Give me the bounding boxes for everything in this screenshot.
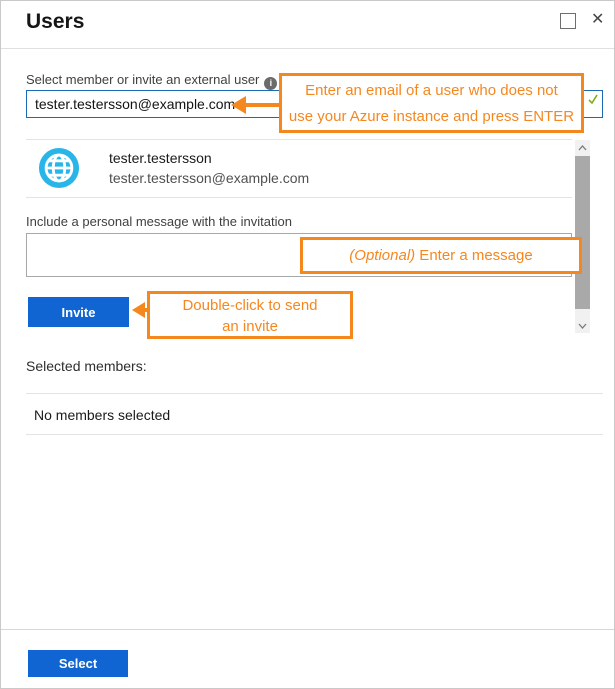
member-picker-label-row bbox=[26, 71, 277, 90]
info-icon[interactable]: i bbox=[264, 77, 277, 90]
selected-members-label: Selected members: bbox=[26, 358, 147, 374]
scrollbar-thumb[interactable] bbox=[575, 156, 590, 309]
message-annotation-rest: Enter a message bbox=[415, 246, 533, 264]
close-icon[interactable]: ✕ bbox=[591, 11, 605, 28]
header-divider bbox=[1, 48, 614, 49]
footer-divider bbox=[1, 629, 614, 630]
member-picker-label: Select member or invite an external user bbox=[26, 72, 260, 87]
invite-annotation-line1: Double-click to send bbox=[182, 297, 318, 314]
page-title: Users bbox=[26, 10, 85, 33]
scrollbar-up-icon[interactable] bbox=[575, 140, 590, 155]
select-button[interactable]: Select bbox=[28, 650, 128, 677]
suggestion-email: tester.testersson@example.com bbox=[109, 170, 310, 186]
email-annotation-arrow-icon bbox=[231, 96, 246, 114]
user-suggestion-row[interactable] bbox=[1, 140, 572, 198]
email-annotation-arrow-shaft bbox=[245, 103, 279, 107]
suggestion-list-bottom-divider bbox=[26, 197, 572, 198]
globe-icon bbox=[38, 147, 80, 189]
valid-check-icon bbox=[587, 93, 599, 105]
selected-members-top-divider bbox=[26, 393, 603, 394]
personal-message-label: Include a personal message with the invitation bbox=[26, 214, 292, 229]
invite-annotation-box bbox=[147, 291, 353, 339]
email-annotation-line2: use your Azure instance and press ENTER bbox=[288, 108, 575, 125]
invite-annotation-line2: an invite bbox=[222, 318, 278, 335]
restore-window-icon[interactable] bbox=[560, 13, 576, 29]
message-annotation-box bbox=[300, 237, 582, 274]
invite-button[interactable]: Invite bbox=[28, 297, 129, 327]
selected-members-bottom-divider bbox=[26, 434, 603, 435]
message-annotation-text bbox=[349, 243, 532, 269]
email-annotation-line1: Enter an email of a user who does not bbox=[305, 82, 558, 99]
suggestion-name: tester.testersson bbox=[109, 150, 212, 166]
scrollbar-down-icon[interactable] bbox=[575, 318, 590, 333]
message-annotation-optional: (Optional) bbox=[349, 246, 416, 264]
no-members-text: No members selected bbox=[34, 407, 171, 423]
email-annotation-box bbox=[279, 73, 584, 133]
